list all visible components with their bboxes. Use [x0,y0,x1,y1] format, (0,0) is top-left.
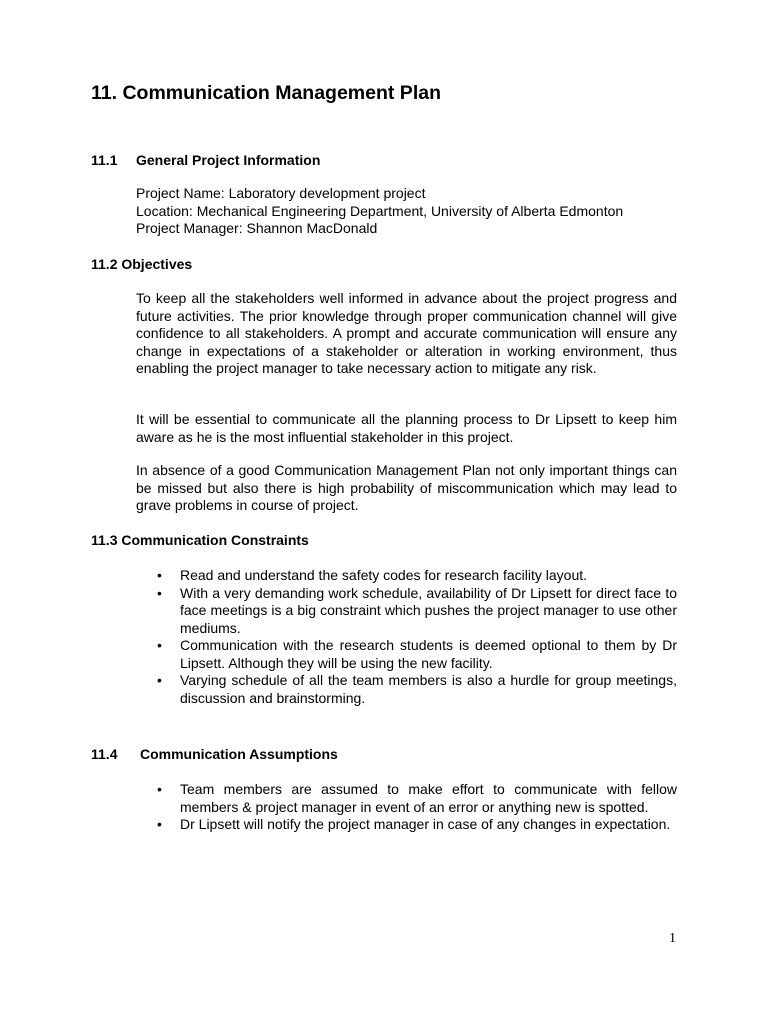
section-heading-general-project-information: General Project Information [136,152,321,168]
page-title: 11. Communication Management Plan [91,82,441,104]
bullet-icon: • [157,567,162,583]
objectives-paragraph-2: It will be essential to communicate all the planning process to Dr Lipsett to keep him aware as he is the most influential stakeholder in this project. [136,411,677,445]
list-item: • Read and understand the safety codes for research facility layout. [157,567,588,583]
assumptions-list [157,781,677,834]
list-item: • Dr Lipsett will notify the project manager in case of any changes in expectation. [157,816,671,832]
bullet-icon: • [157,816,162,832]
location-line: Location: Mechanical Engineering Department, University of Alberta Edmonton [136,203,624,219]
project-name-line: Project Name: Laboratory development project [136,185,426,201]
section-heading-communication-assumptions: Communication Assumptions [140,746,338,762]
section-heading-communication-constraints: 11.3 Communication Constraints [91,532,309,548]
section-heading-objectives: 11.2 Objectives [91,256,193,272]
list-item: • With a very demanding work schedule, availability of Dr Lipsett for direct face to face meetings is a big constraint which pushes the project manager to use other mediums. [157,584,677,636]
section-number-11-1: 11.1 [91,152,118,168]
project-manager-line: Project Manager: Shannon MacDonald [136,220,378,236]
list-item: • Varying schedule of all the team members is also a hurdle for group meetings, discussion and brainstorming. [157,672,677,706]
constraints-list [157,567,677,707]
page-number: 1 [669,931,676,946]
list-item: • Team members are assumed to make effort to communicate with fellow members & project manager in event of an error or anything new is spotted. [157,781,677,815]
list-item: • Communication with the research students is deemed optional to them by Dr Lipsett. Although they will be using the new facility. [157,637,677,671]
bullet-icon: • [157,637,162,653]
objectives-paragraph-1: To keep all the stakeholders well informed in advance about the project progress and future activities. The prior knowledge through proper communication channel will give confidence to all stakeholders. A prompt and accurate communication will ensure any change in expectations of a stakeholder or alteration in working environment, thus enabling the project manager to take necessary action to mitigate any risk. [136,290,677,376]
bullet-icon: • [157,781,162,797]
section-number-11-4: 11.4 [91,746,118,762]
bullet-icon: • [157,584,162,601]
bullet-icon: • [157,672,162,688]
objectives-paragraph-3: In absence of a good Communication Management Plan not only important things can be missed but also there is high probability of miscommunication which may lead to grave problems in course of project. [136,462,677,513]
